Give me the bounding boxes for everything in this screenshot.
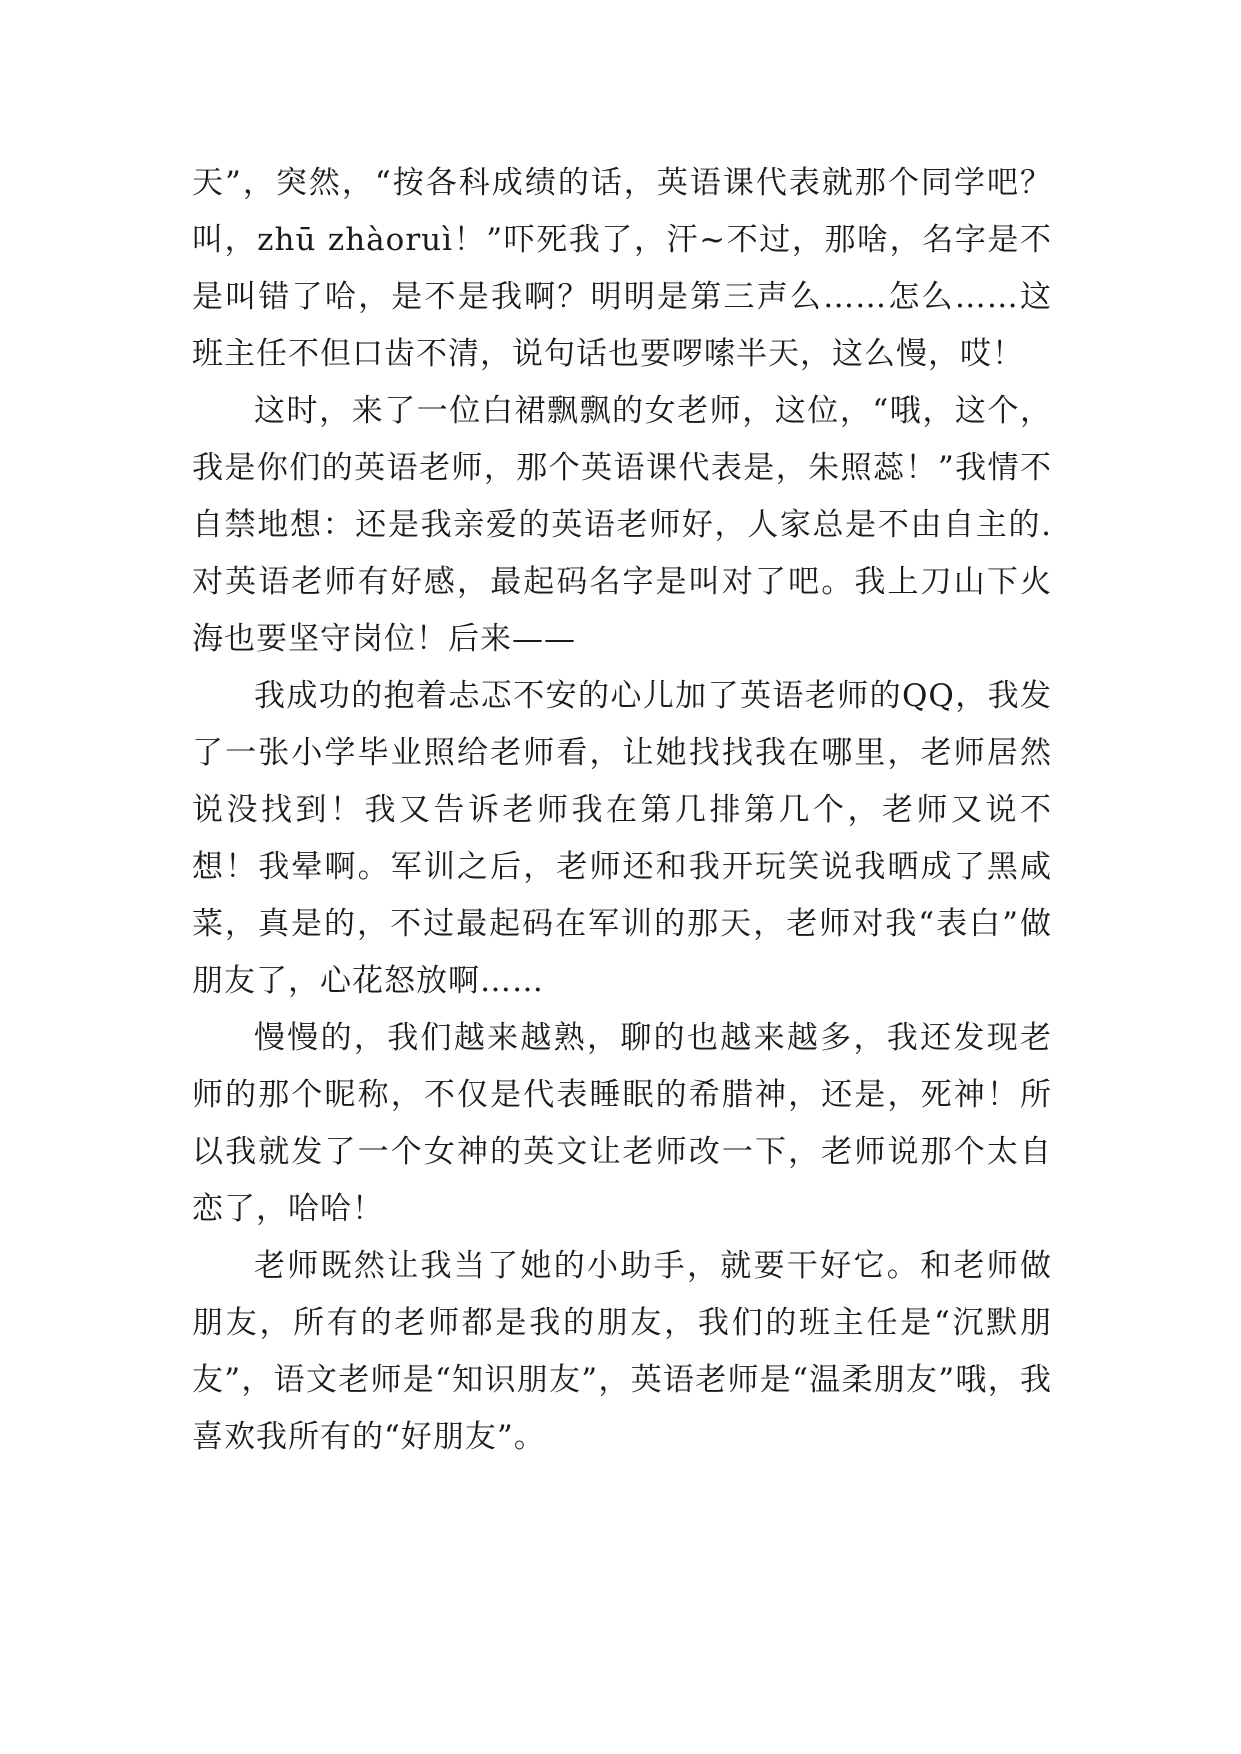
paragraph-qq-friend: 我成功的抱着忐忑不安的心儿加了英语老师的QQ，我发了一张小学毕业照给老师看，让她找找我在哪里，老师居然说没找到！我又告诉老师我在第几排第几个，老师又说不想！我晕啊。军训之后，老师还和我开玩笑说我晒成了黑咸菜，真是的，不过最起码在军训的那天，老师对我“表白”做朋友了，心花怒放啊…… [192, 678, 1052, 999]
paragraph-good-friends: 老师既然让我当了她的小助手，就要干好它。和老师做朋友，所有的老师都是我的朋友，我们的班主任是“沉默朋友”，语文老师是“知识朋友”，英语老师是“温柔朋友”哦，我喜欢我所有的“好朋友”。 [192, 1248, 1052, 1455]
paragraph-nickname: 慢慢的，我们越来越熟，聊的也越来越多，我还发现老师的那个昵称，不仅是代表睡眠的希腊神，还是，死神！所以我就发了一个女神的英文让老师改一下，老师说那个太自恋了，哈哈！ [192, 1020, 1052, 1227]
paragraph-english-teacher-arrives: 这时，来了一位白裙飘飘的女老师，这位，“哦，这个，我是你们的英语老师，那个英语课代表是，朱照蕊！”我情不自禁地想：还是我亲爱的英语老师好，人家总是不由自主的.对英语老师有好感，最起码名字是叫对了吧。我上刀山下火海也要坚守岗位！后来—— [192, 393, 1052, 657]
paragraph-continued: 天”，突然，“按各科成绩的话，英语课代表就那个同学吧？叫，zhū zhàoruì！”吓死我了，汗~不过，那啥，名字是不是叫错了哈，是不是我啊？明明是第三声么……怎么……这班主任不但口齿不清，说句话也要啰嗦半天，这么慢，哎！ [192, 165, 1052, 372]
document-body [192, 155, 1052, 1466]
